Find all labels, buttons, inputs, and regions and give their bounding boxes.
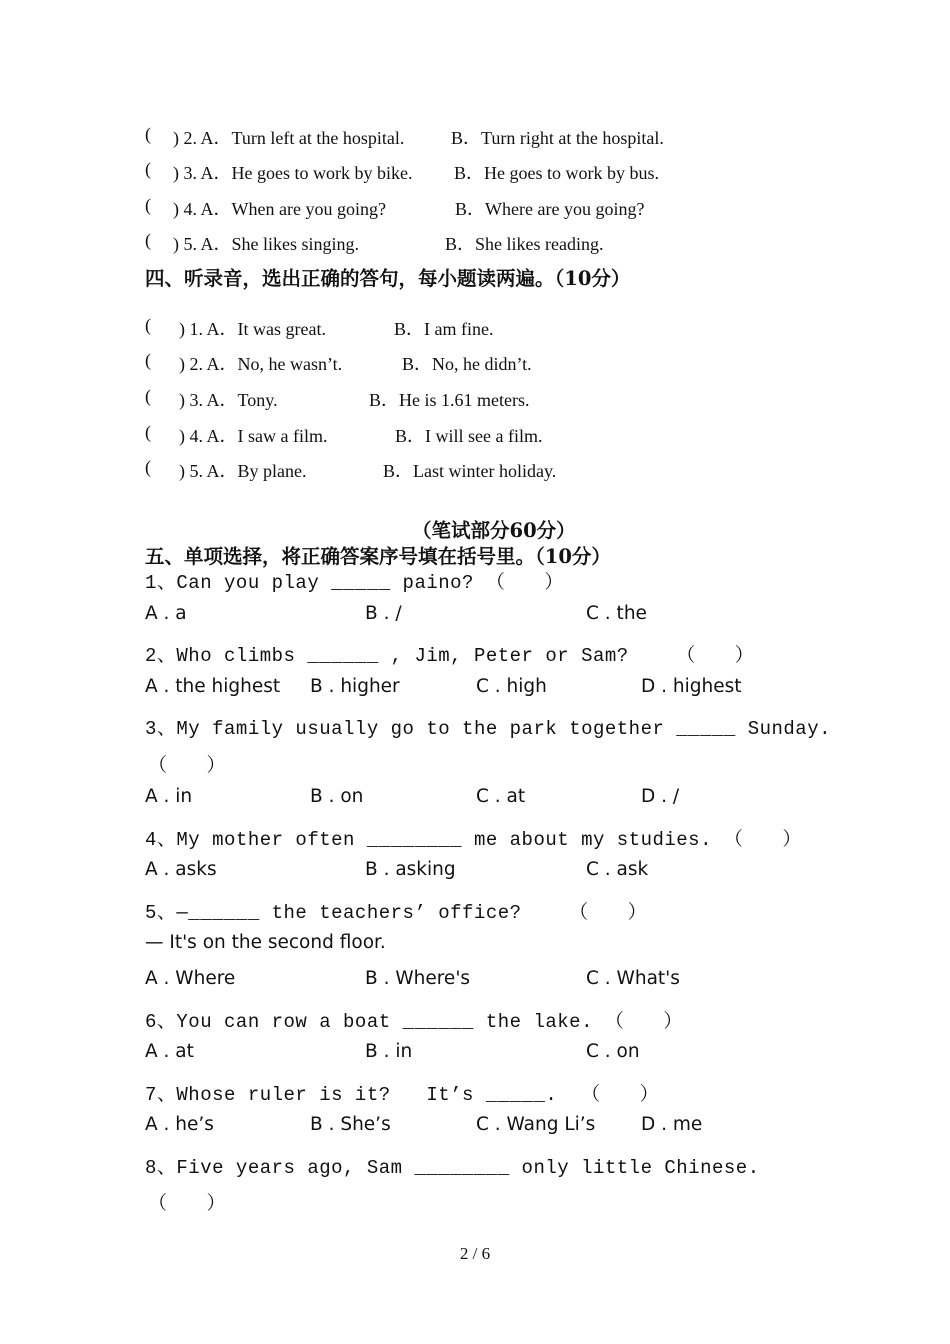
answer-paren-open: ( xyxy=(145,195,151,215)
option-a: ) 3. A．Tony. xyxy=(179,390,278,410)
option-b: B．Where are you going? xyxy=(455,199,645,219)
question-3: 3、My family usually go to the park together _____ Sunday. xyxy=(145,718,832,740)
option-c: C . Wang Li’s xyxy=(476,1114,596,1135)
question-4: 4、My mother often ________ me about my studies. （ ） xyxy=(145,829,802,851)
answer-paren-open: ( xyxy=(145,230,151,250)
option-a: ) 4. A．I saw a film. xyxy=(179,426,328,446)
option-b: B . Where's xyxy=(365,968,471,989)
option-b: B．No, he didn’t. xyxy=(402,354,532,374)
option-a: A . he’s xyxy=(145,1114,214,1135)
option-b: B . higher xyxy=(310,676,400,697)
answer-paren-open: ( xyxy=(145,124,151,144)
option-b: B．Turn right at the hospital. xyxy=(451,128,664,148)
option-c: C . What's xyxy=(586,968,680,989)
answer-paren-open: ( xyxy=(145,315,151,335)
page-number: 2 / 6 xyxy=(459,1244,491,1263)
question-2: 2、Who climbs ______ , Jim, Peter or Sam? （ ） xyxy=(145,645,755,667)
written-part-header: （笔试部分60分） xyxy=(412,519,576,542)
option-b: B．Last winter holiday. xyxy=(383,461,557,481)
option-a: ) 3. A．He goes to work by bike. xyxy=(173,163,413,183)
question-8: 8、Five years ago, Sam ________ only little Chinese. xyxy=(145,1157,760,1179)
question-6: 6、You can row a boat ______ the lake. （ ） xyxy=(145,1011,683,1033)
option-b: B．She likes reading. xyxy=(445,234,604,254)
option-a: ) 5. A．She likes singing. xyxy=(173,234,360,254)
option-a: ) 2. A．Turn left at the hospital. xyxy=(173,128,405,148)
answer-paren-open: ( xyxy=(145,350,151,370)
option-b: B．He goes to work by bus. xyxy=(454,163,659,183)
question-5-reply: — It's on the second floor. xyxy=(145,932,386,953)
option-c: C . ask xyxy=(586,859,649,880)
option-d: D . / xyxy=(641,786,680,807)
answer-paren-open: ( xyxy=(145,386,151,406)
question-7: 7、Whose ruler is it? It’s _____. （ ） xyxy=(145,1084,660,1106)
question-1: 1、Can you play _____ paino? （ ） xyxy=(145,572,564,594)
option-b: B．I am fine. xyxy=(394,319,494,339)
option-a: A . at xyxy=(145,1041,194,1062)
option-a: ) 2. A．No, he wasn’t. xyxy=(179,354,343,374)
option-c: C . high xyxy=(476,676,547,697)
option-b: B . She’s xyxy=(310,1114,391,1135)
section-4-title: 四、听录音，选出正确的答句，每小题读两遍。（10分） xyxy=(145,267,631,290)
option-a: A . a xyxy=(145,603,187,624)
answer-paren-open: ( xyxy=(145,457,151,477)
option-c: C . the xyxy=(586,603,647,624)
option-b: B . on xyxy=(310,786,364,807)
option-d: D . highest xyxy=(641,676,742,697)
option-c: C . on xyxy=(586,1041,640,1062)
option-d: D . me xyxy=(641,1114,703,1135)
option-a: A . the highest xyxy=(145,676,281,697)
answer-paren-open: ( xyxy=(145,422,151,442)
option-b: B．He is 1.61 meters. xyxy=(369,390,530,410)
option-a: ) 1. A．It was great. xyxy=(179,319,326,339)
answer-paren: （ ） xyxy=(148,755,227,777)
section-5-title: 五、单项选择，将正确答案序号填在括号里。（10分） xyxy=(145,545,611,568)
option-c: C . at xyxy=(476,786,526,807)
option-b: B . / xyxy=(365,603,402,624)
answer-paren: （ ） xyxy=(148,1193,227,1215)
option-a: ) 4. A．When are you going? xyxy=(173,199,386,219)
option-b: B . in xyxy=(365,1041,413,1062)
option-a: ) 5. A．By plane. xyxy=(179,461,307,481)
option-a: A . Where xyxy=(145,968,236,989)
question-5: 5、—______ the teachers’ office? （ ） xyxy=(145,902,648,924)
option-b: B . asking xyxy=(365,859,456,880)
option-b: B．I will see a film. xyxy=(395,426,543,446)
option-a: A . in xyxy=(145,786,193,807)
answer-paren-open: ( xyxy=(145,159,151,179)
option-a: A . asks xyxy=(145,859,217,880)
